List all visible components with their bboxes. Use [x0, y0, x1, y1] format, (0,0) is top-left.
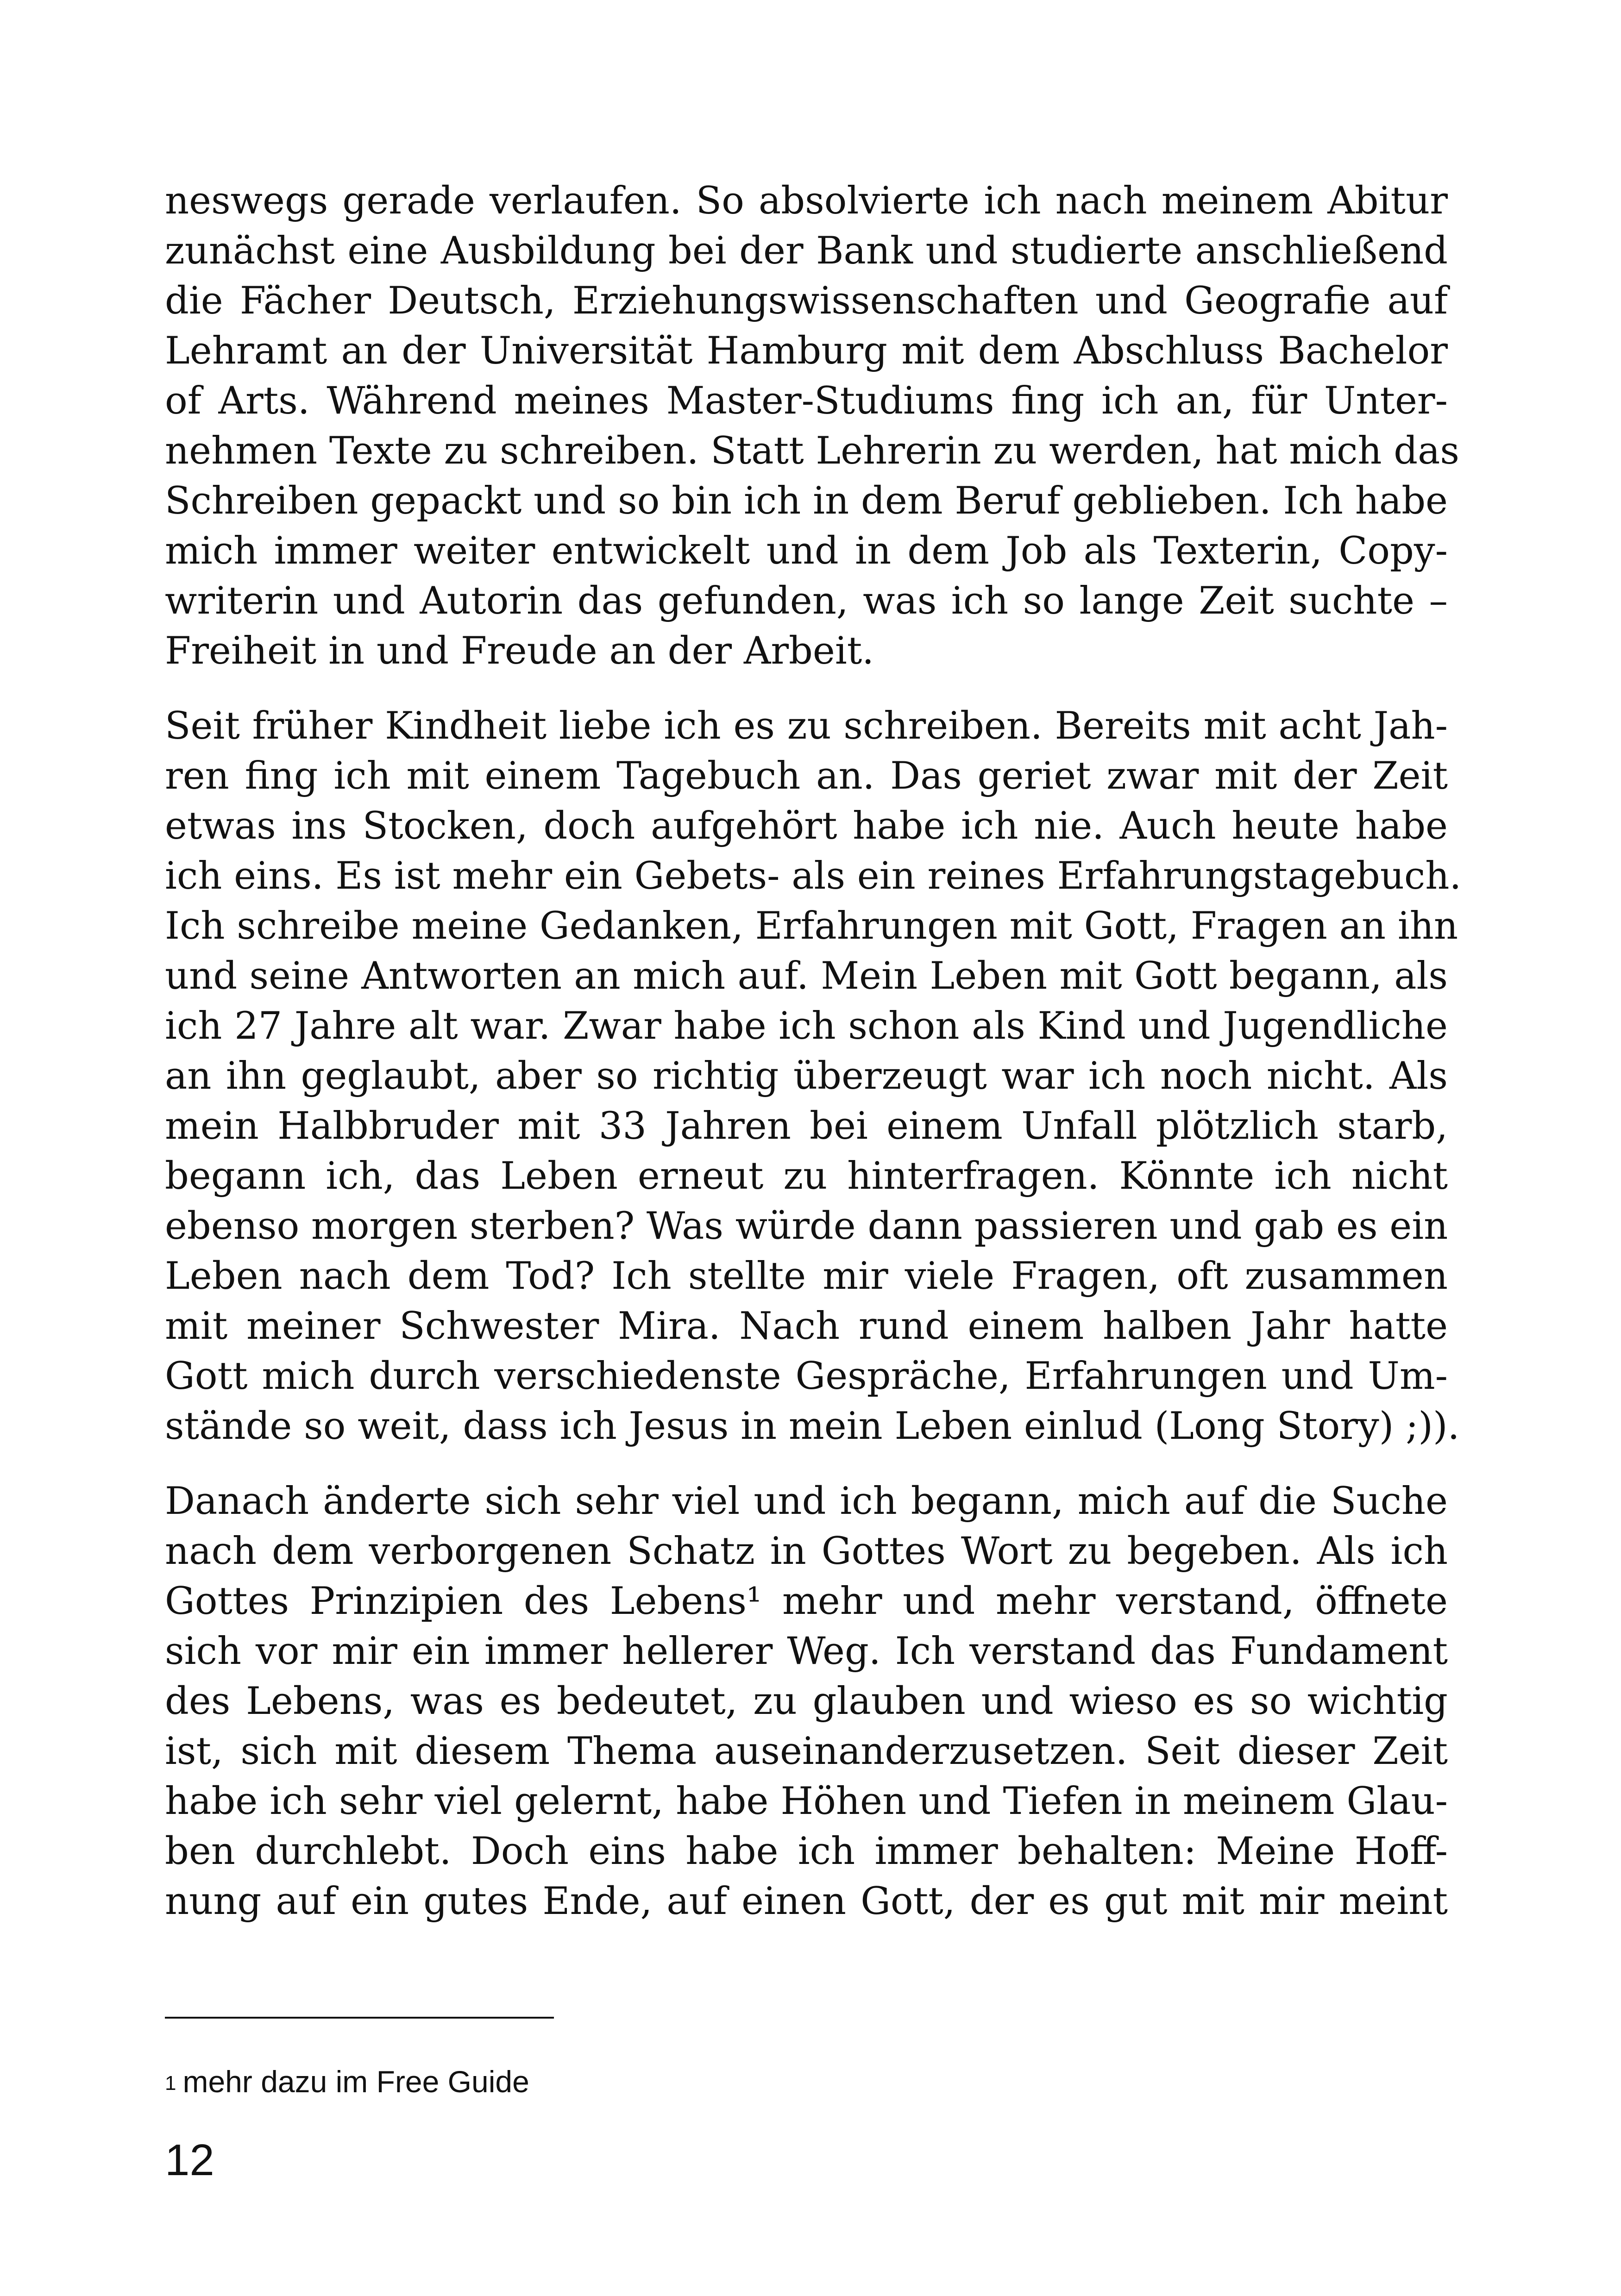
text-line: mein Halbbruder mit 33 Jahren bei einem Unfall plötzlich starb,	[165, 1104, 1448, 1148]
footnote	[165, 2063, 529, 2100]
text-line: die Fächer Deutsch, Erziehungswissenschaften und Geografie auf	[165, 279, 1448, 323]
text-line: ich 27 Jahre alt war. Zwar habe ich schon als Kind und Jugendliche	[165, 1004, 1448, 1048]
text-line: ist, sich mit diesem Thema auseinanderzusetzen. Seit dieser Zeit	[165, 1730, 1448, 1773]
text-line: an ihn geglaubt, aber so richtig überzeugt war ich noch nicht. Als	[165, 1054, 1448, 1098]
text-line: ben durchlebt. Doch eins habe ich immer behalten: Meine Hoff-	[165, 1830, 1448, 1873]
text-line: zunächst eine Ausbildung bei der Bank und studierte anschließend	[165, 229, 1448, 273]
text-line: des Lebens, was es bedeutet, zu glauben und wieso es so wichtig	[165, 1680, 1448, 1723]
text-line: ebenso morgen sterben? Was würde dann passieren und gab es ein	[165, 1204, 1448, 1248]
paragraph	[165, 176, 1459, 676]
text-line: Seit früher Kindheit liebe ich es zu schreiben. Bereits mit acht Jah-	[165, 704, 1448, 748]
paragraph	[165, 1476, 1448, 1926]
body-text	[165, 176, 1462, 1926]
text-line: Schreiben gepackt und so bin ich in dem Beruf geblieben. Ich habe	[165, 479, 1448, 523]
text-line: Gottes Prinzipien des Lebens¹ mehr und mehr verstand, öffnete	[165, 1580, 1448, 1623]
text-line: writerin und Autorin das gefunden, was ich so lange Zeit suchte –	[165, 579, 1448, 623]
text-line: ren fing ich mit einem Tagebuch an. Das geriet zwar mit der Zeit	[165, 754, 1448, 798]
text-line: nach dem verborgenen Schatz in Gottes Wort zu begeben. Als ich	[165, 1530, 1448, 1573]
text-line: sich vor mir ein immer hellerer Weg. Ich verstand das Fundament	[165, 1630, 1448, 1673]
text-line: of Arts. Während meines Master-Studiums fing ich an, für Unter-	[165, 379, 1448, 423]
text-line: ich eins. Es ist mehr ein Gebets- als ein reines Erfahrungstagebuch.	[165, 854, 1462, 898]
text-line: Lehramt an der Universität Hamburg mit dem Abschluss Bachelor	[165, 329, 1448, 373]
text-line: habe ich sehr viel gelernt, habe Höhen und Tiefen in meinem Glau-	[165, 1780, 1448, 1823]
footnote-marker: 1	[165, 2072, 176, 2095]
paragraph-gap	[165, 676, 1448, 701]
paragraph	[165, 701, 1462, 1451]
footnote-text: mehr dazu im Free Guide	[182, 2064, 529, 2099]
text-line: Ich schreibe meine Gedanken, Erfahrungen mit Gott, Fragen an ihn	[165, 904, 1458, 948]
page-number: 12	[165, 2135, 214, 2185]
text-line: Danach änderte sich sehr viel und ich begann, mich auf die Suche	[165, 1480, 1448, 1523]
text-line: begann ich, das Leben erneut zu hinterfragen. Könnte ich nicht	[165, 1154, 1448, 1198]
text-line: Gott mich durch verschiedenste Gespräche, Erfahrungen und Um-	[165, 1355, 1448, 1398]
text-line: etwas ins Stocken, doch aufgehört habe ich nie. Auch heute habe	[165, 804, 1448, 848]
text-line: mit meiner Schwester Mira. Nach rund einem halben Jahr hatte	[165, 1305, 1448, 1348]
text-line: Leben nach dem Tod? Ich stellte mir viele Fragen, oft zusammen	[165, 1255, 1448, 1298]
text-line: stände so weit, dass ich Jesus in mein Leben einlud (Long Story) ;)).	[165, 1405, 1460, 1448]
text-line: nehmen Texte zu schreiben. Statt Lehrerin zu werden, hat mich das	[165, 429, 1459, 473]
paragraph-gap	[165, 1451, 1448, 1476]
text-line: nung auf ein gutes Ende, auf einen Gott, der es gut mit mir meint	[165, 1880, 1448, 1923]
text-line: und seine Antworten an mich auf. Mein Leben mit Gott begann, als	[165, 954, 1448, 998]
text-line: mich immer weiter entwickelt und in dem Job als Texterin, Copy-	[165, 529, 1448, 573]
text-line: neswegs gerade verlaufen. So absolvierte ich nach meinem Abitur	[165, 179, 1448, 223]
footnote-separator	[165, 2017, 554, 2019]
text-line: Freiheit in und Freude an der Arbeit.	[165, 629, 874, 673]
